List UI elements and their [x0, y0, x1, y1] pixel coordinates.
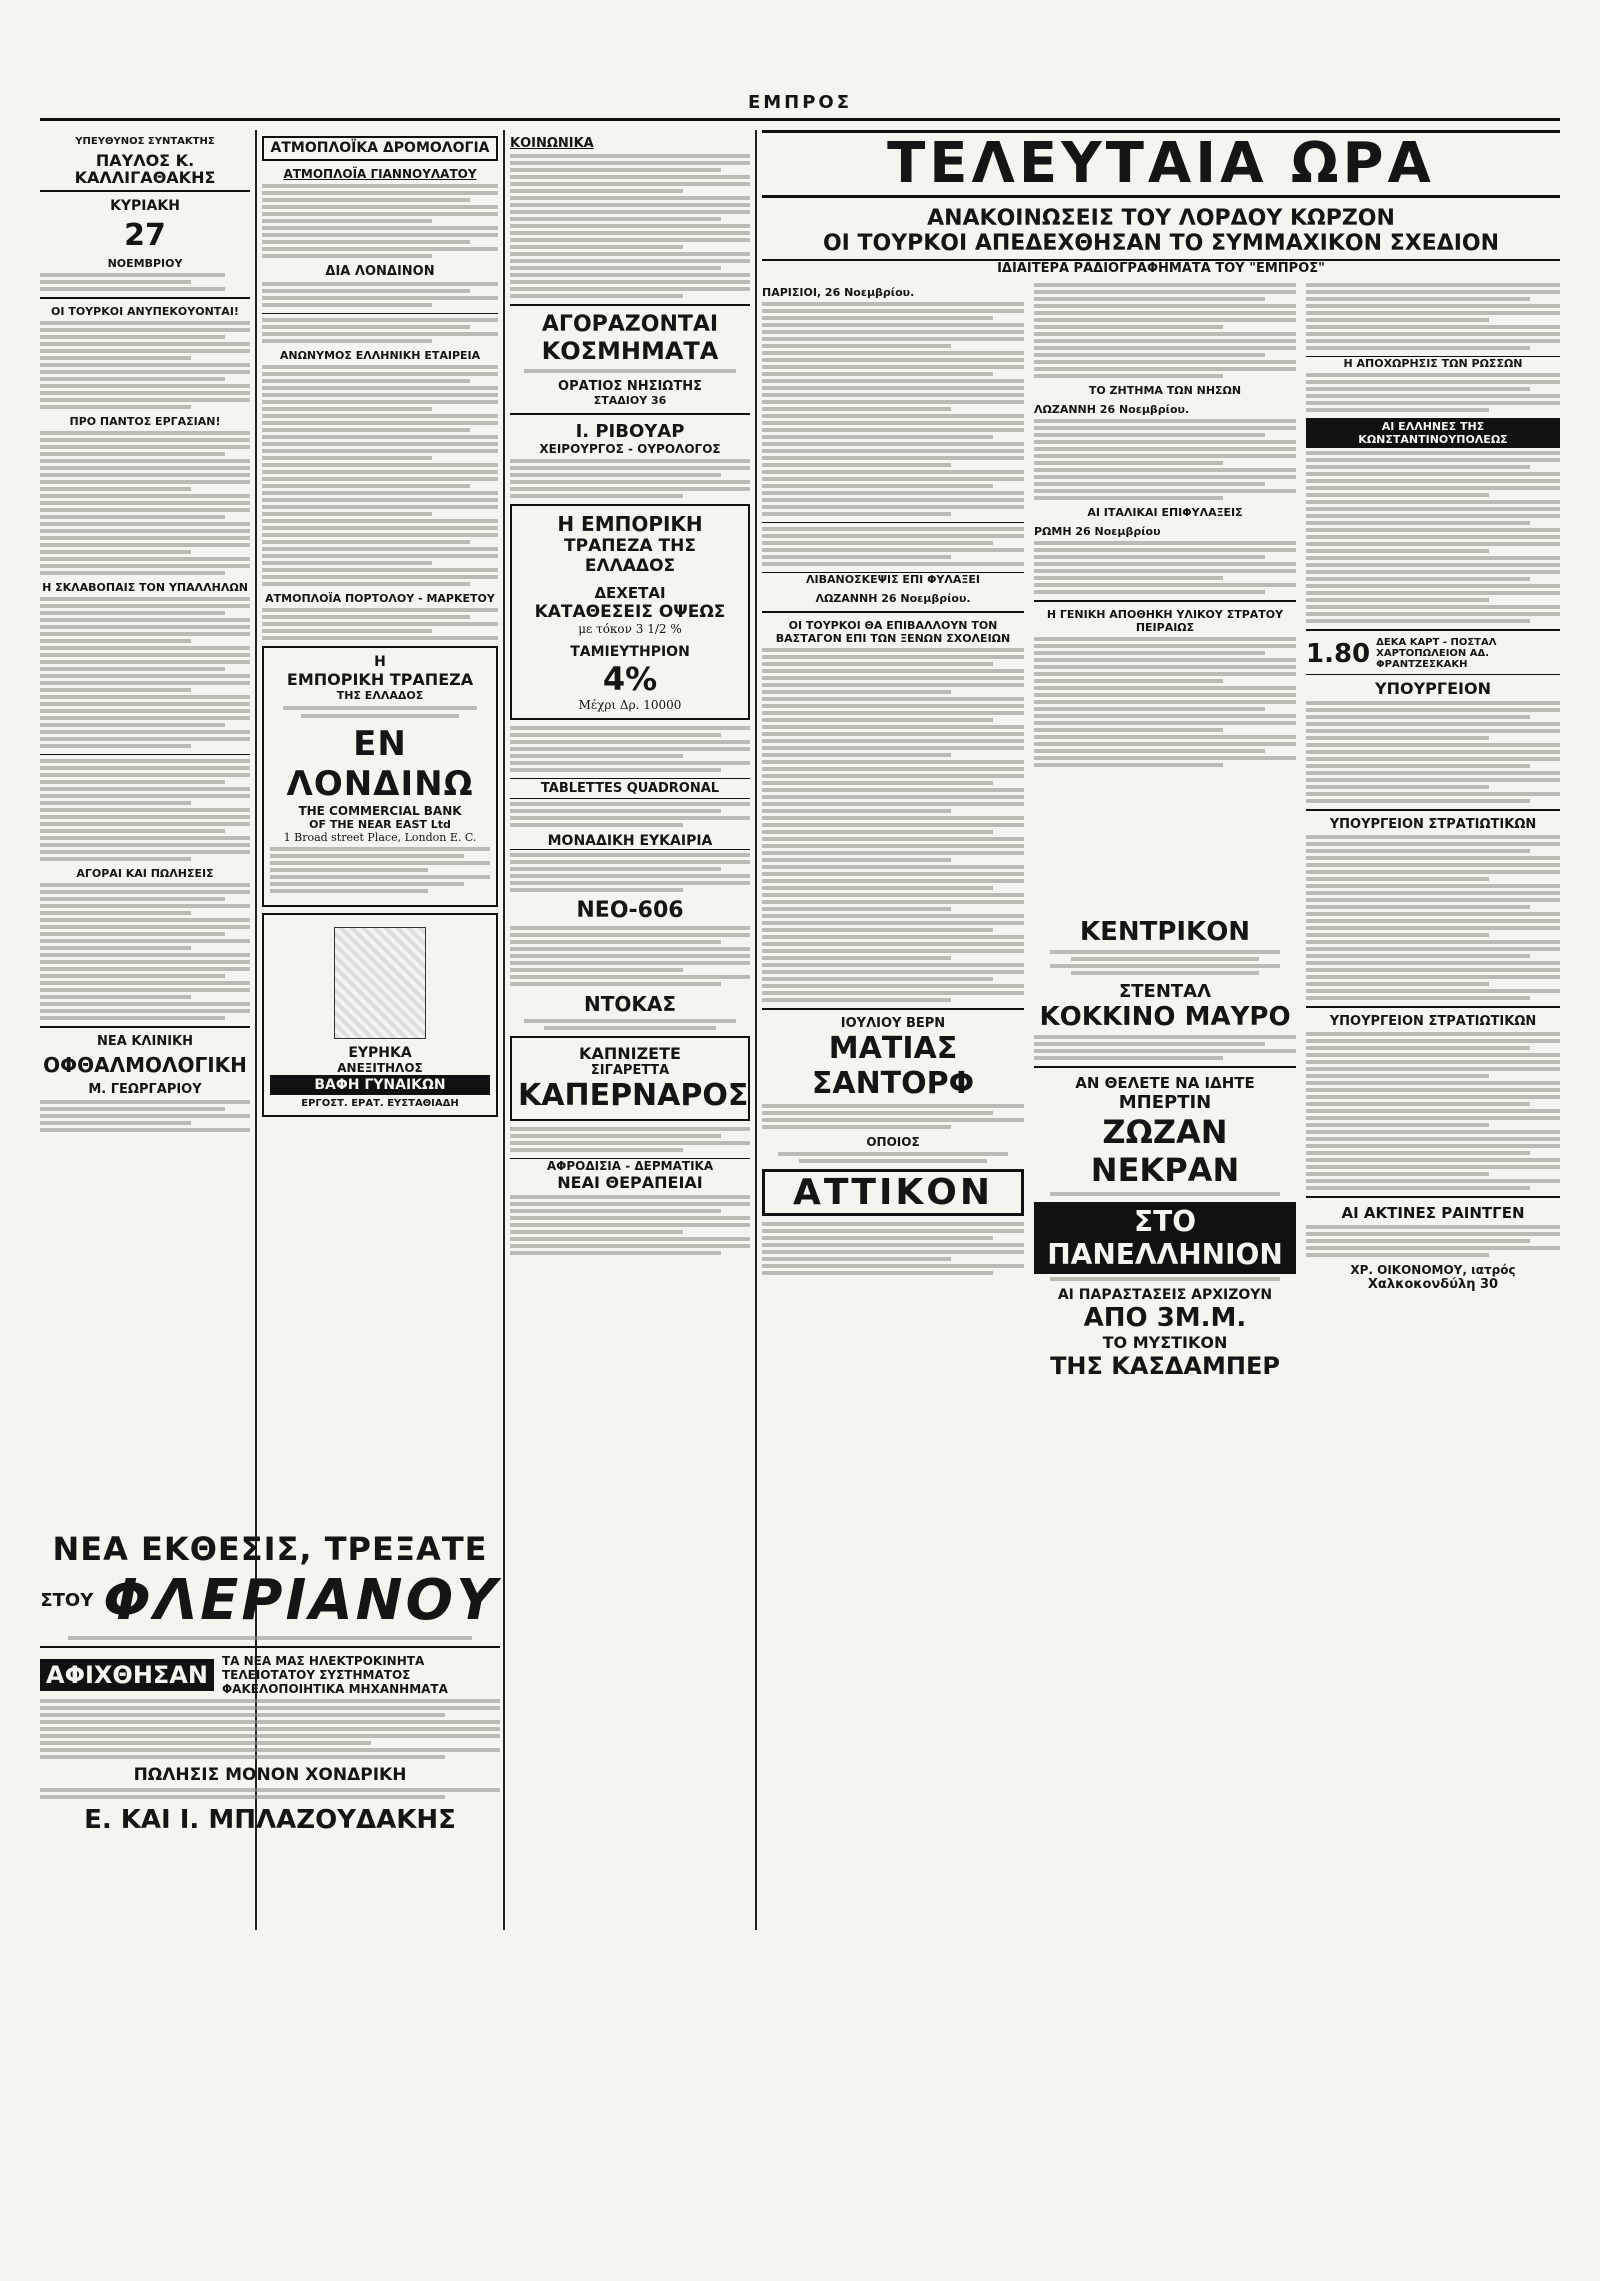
postcard-price: 1.80	[1306, 638, 1371, 669]
section-heading: ΟΙ ΤΟΥΡΚΟΙ ΑΝΥΠΕΚΟΥΟΝΤΑΙ!	[51, 305, 239, 319]
bank-deposit-rate: με τόκον 3 1/2 %	[578, 622, 682, 636]
flerianou-ad-name: ΦΛΕΡΙΑΝΟΥ	[103, 1568, 500, 1633]
play-author: ΙΟΥΛΙΟΥ ΒΕΡΝ	[840, 1016, 946, 1031]
masthead-rule	[40, 118, 1560, 121]
jewelry-ad-name: ΟΡΑΤΙΟΣ ΝΗΣΙΩΤΗΣ	[558, 379, 702, 394]
column-2	[262, 130, 498, 1520]
dateline: ΠΑΡΙΣΙΟΙ, 26 Νοεμβρίου.	[762, 286, 915, 299]
bank-ad-london	[262, 646, 498, 907]
section-heading: ΑΙ ΙΤΑΛΙΚΑΙ ΕΠΙΦΥΛΑΞΕΙΣ	[1087, 506, 1243, 519]
play-title: ΜΑΤΙΑΣ ΣΑΝΤΟΡΦ	[811, 1031, 975, 1101]
editor-role: ΥΠΕΥΘΥΝΟΣ ΣΥΝΤΑΚΤΗΣ	[75, 136, 215, 147]
clinic-ad-title: ΟΦΘΑΛΜΟΛΟΓΙΚΗ	[43, 1053, 247, 1078]
flerianou-ad-store	[40, 1568, 500, 1633]
flerianou-ad-prefix: ΣΤΟΥ	[40, 1590, 94, 1611]
section-heading: ΑΙ ΕΛΛΗΝΕΣ ΤΗΣ ΚΩΝΣΤΑΝΤΙΝΟΥΠΟΛΕΩΣ	[1306, 418, 1560, 448]
opportunity-ad: ΜΟΝΑΔΙΚΗ ΕΥΚΑΙΡΙΑ	[510, 833, 750, 850]
film-author: ΣΤΕΝΤΑΛ	[1118, 981, 1212, 1002]
bank-savings: ΤΑΜΙΕΥΤΗΡΙΟΝ	[570, 644, 690, 660]
section-title: ΚΟΙΝΩΝΙΚΑ	[510, 136, 594, 151]
bank-ad-country: ΤΗΣ ΕΛΛΑΔΟΣ	[336, 688, 424, 702]
eyrika-product: ΒΑΦΗ ΓΥΝΑΙΚΩΝ	[270, 1075, 490, 1095]
clinic-ad-line: ΝΕΑ ΚΛΙΝΙΚΗ	[97, 1034, 193, 1050]
column-1	[40, 130, 250, 1520]
postcard-text: ΔΕΚΑ ΚΑΡΤ - ΠΟΣΤΑΛ ΧΑΡΤΟΠΩΛΕΙΟΝ ΑΔ. ΦΡΑΝΤΖΕΣΚΑΚΗ	[1376, 637, 1497, 670]
headline-sub1: ΑΝΑΚΟΙΝΩΣΕΙΣ ΤΟΥ ΛΟΡΔΟΥ ΚΩΡΖΟΝ	[927, 205, 1395, 231]
section-heading: Η ΓΕΝΙΚΗ ΑΠΟΘΗΚΗ ΥΛΙΚΟΥ ΣΤΡΑΤΟΥ ΠΕΙΡΑΙΩΣ	[1046, 608, 1284, 634]
section-subtitle: ΑΝΩΝΥΜΟΣ ΕΛΛΗΝΙΚΗ ΕΤΑΙΡΕΙΑ	[279, 348, 481, 362]
bank-deposit-type: ΚΑΤΑΘΕΣΕΙΣ ΟΨΕΩΣ	[534, 602, 726, 622]
eyrika-subtitle: ΑΝΕΞΙΤΗΛΟΣ	[337, 1060, 423, 1075]
section-heading: Η ΣΚΛΑΒΟΠΑΙΣ ΤΟΝ ΥΠΑΛΛΗΛΩΝ	[42, 581, 248, 595]
ntokas-ad: ΝΤΟΚΑΣ	[583, 992, 677, 1016]
section-subtitle: ΑΤΜΟΠΛΟΪΑ ΠΟΡΤΟΛΟΥ - ΜΑΡΚΕΤΟΥ	[265, 591, 495, 605]
issue-date: 27	[124, 217, 166, 253]
kentrikon-cinema: ΚΕΝΤΡΙΚΟΝ	[1079, 917, 1251, 947]
bank-ad-line: Η	[374, 653, 386, 670]
column-rule	[503, 130, 505, 1930]
bank-savings-rate: 4%	[602, 660, 658, 698]
jewelry-ad-item: ΚΟΣΜΗΜΑΤΑ	[541, 337, 719, 365]
column-rule	[755, 130, 757, 1930]
cigarette-ad-call: ΚΑΠΝΙΖΕΤΕ	[579, 1044, 681, 1063]
company-name: Ε. ΚΑΙ Ι. ΜΠΛΑΖΟΥΔΑΚΗΣ	[84, 1805, 456, 1835]
section-title: ΑΤΜΟΠΛΟΪΚΑ ΔΡΟΜΟΛΟΓΙΑ	[262, 136, 498, 161]
tablets-ad: TABLETTES QUADRONAL	[510, 778, 750, 799]
xray-ad-address: Χαλκοκονδύλη 30	[1367, 1277, 1499, 1292]
flerianou-ad	[40, 1530, 500, 1835]
doctor-ad-name: Ι. ΡΙΒΟΥΑΡ	[575, 421, 685, 442]
ministry-title: ΥΠΟΥΡΓΕΙΟΝ ΣΤΡΑΤΙΩΤΙΚΩΝ	[1329, 817, 1537, 832]
column-3	[510, 130, 750, 1920]
wholesale-only: ΠΩΛΗΣΙΣ ΜΟΝΟΝ ΧΟΝΔΡΙΚΗ	[133, 1765, 407, 1785]
film-ad-star: ΖΩΖΑΝ ΝΕΚΡΑΝ	[1090, 1113, 1240, 1189]
section-heading: ΛΙΒΑΝΟΣΚΕΨΙΣ ΕΠΙ ΦΥΛΑΞΕΙ	[762, 572, 1024, 586]
cigarette-ad-word: ΣΙΓΑΡΕΤΤΑ	[590, 1063, 670, 1078]
headline: ΤΕΛΕΥΤΑΙΑ ΩΡΑ	[762, 130, 1560, 198]
section-subtitle: ΑΤΜΟΠΛΟΪΑ ΓΙΑΝΝΟΥΛΑΤΟΥ	[283, 166, 477, 181]
bank-deposit-ad	[510, 504, 750, 720]
bottle-illustration	[334, 927, 426, 1039]
eyrika-maker: ΕΡΓΟΣΤ. ΕΡΑΤ. ΕΥΣΤΑΘΙΑΔΗ	[301, 1097, 459, 1109]
flerianou-ad-title: ΝΕΑ ΕΚΘΕΣΙΣ, ΤΡΕΞΑΤΕ	[52, 1530, 488, 1568]
film-ad-call: ΑΝ ΘΕΛΕΤΕ ΝΑ ΙΔΗΤΕ	[1075, 1074, 1255, 1092]
performances-start: ΑΙ ΠΑΡΑΣΤΑΣΕΙΣ ΑΡΧΙΖΟΥΝ	[1057, 1287, 1273, 1303]
bank-ad-address: 1 Broad street Place, London E. C.	[283, 830, 477, 844]
latest-col-b	[1034, 280, 1296, 1380]
postcard-ad	[1306, 637, 1560, 670]
cigarette-ad	[510, 1036, 750, 1121]
latest-col-a	[762, 280, 1024, 1281]
editor-name: ΠΑΥΛΟΣ Κ. ΚΑΛΛΙΓΑΘΑΚΗΣ	[40, 153, 250, 192]
jewelry-ad-title: ΑΓΟΡΑΖΟΝΤΑΙ	[541, 312, 719, 337]
eyrika-ad	[262, 913, 498, 1117]
section-heading: ΠΡΟ ΠΑΝΤΟΣ ΕΡΓΑΣΙΑΝ!	[69, 415, 221, 429]
dateline: ΛΩΖΑΝΝΗ 26 Νοεμβρίου.	[815, 592, 971, 605]
medical-ad-subtitle: ΝΕΑΙ ΘΕΡΑΠΕΙΑΙ	[557, 1173, 703, 1192]
panellinion-cinema: ΣΤΟ ΠΑΝΕΛΛΗΝΙΟΝ	[1034, 1202, 1296, 1274]
cigarette-ad-brand: ΚΑΠΕΡΝΑΡΟΣ	[518, 1078, 749, 1113]
section-heading: ΑΓΟΡΑΙ ΚΑΙ ΠΩΛΗΣΕΙΣ	[76, 867, 214, 881]
section-subtitle: ΔΙΑ ΛΟΝΔΙΝΟΝ	[325, 263, 435, 279]
neo-606-ad: ΝΕΟ-606	[576, 898, 684, 923]
issue-day: ΚΥΡΙΑΚΗ	[110, 197, 180, 214]
opoios-heading: ΟΠΟΙΟΣ	[866, 1135, 920, 1149]
envelope-ad-arrived: ΑΦΙΧΘΗΣΑΝ	[40, 1659, 214, 1691]
latest-hour-section	[762, 130, 1560, 1920]
bank-deposit-line2: ΤΡΑΠΕΖΑ ΤΗΣ ΕΛΛΑΔΟΣ	[564, 536, 696, 576]
bank-deposit-accepts: ΔΕΧΕΤΑΙ	[594, 584, 666, 602]
latest-col-c	[1306, 280, 1560, 1292]
xray-ad-title: ΑΙ ΑΚΤΙΝΕΣ ΡΑΙΝΤΓΕΝ	[1341, 1204, 1525, 1222]
ministry-title: ΥΠΟΥΡΓΕΙΟΝ	[1375, 679, 1491, 698]
dateline: ΡΩΜΗ 26 Νοεμβρίου	[1034, 525, 1161, 538]
film-ad-star-first: ΜΠΕΡΤΙΝ	[1118, 1092, 1212, 1113]
section-heading: ΤΟ ΖΗΤΗΜΑ ΤΩΝ ΝΗΣΩΝ	[1088, 384, 1242, 397]
attikon-cinema: ΑΤΤΙΚΟΝ	[762, 1169, 1024, 1216]
medical-ad-title: ΑΦΡΟΔΙΣΙΑ - ΔΕΡΜΑΤΙΚΑ	[510, 1158, 750, 1173]
bank-ad-english-name: THE COMMERCIAL BANK	[298, 803, 462, 818]
section-heading: Η ΑΠΟΧΩΡΗΣΙΣ ΤΩΝ ΡΩΣΣΩΝ	[1306, 356, 1560, 370]
clinic-ad-doctor: Μ. ΓΕΩΡΓΑΡΙΟΥ	[88, 1082, 202, 1098]
bank-ad-english-line: OF THE NEAR EAST Ltd	[309, 817, 451, 831]
section-heading: ΟΙ ΤΟΥΡΚΟΙ ΘΑ ΕΠΙΒΑΛΛΟΥΝ ΤΟΝ ΒΑΣΤΑΓΟΝ ΕΠΙ ΤΩΝ ΞΕΝΩΝ ΣΧΟΛΕΙΩΝ	[775, 619, 1011, 645]
performances-time: ΑΠΟ 3Μ.Μ.	[1083, 1303, 1247, 1333]
envelope-machines-ad	[40, 1654, 500, 1696]
headline-sub3: ΙΔΙΑΙΤΕΡΑ ΡΑΔΙΟΓΡΑΦΗΜΑΤΑ ΤΟΥ "ΕΜΠΡΟΣ"	[997, 260, 1325, 276]
film-title: ΚΟΚΚΙΝΟ ΜΑΥΡΟ	[1039, 1002, 1291, 1032]
doctor-ad-specialty: ΧΕΙΡΟΥΡΓΟΣ - ΟΥΡΟΛΟΓΟΣ	[539, 442, 721, 456]
masthead: ΕΜΠΡΟΣ	[747, 92, 853, 113]
envelope-ad-text: ΤΑ ΝΕΑ ΜΑΣ ΗΛΕΚΤΡΟΚΙΝΗΤΑ ΤΕΛΕΙΟΤΑΤΟΥ ΣΥΣΤΗΜΑΤΟΣ ΦΑΚΕΛΟΠΟΙΗΤΙΚΑ ΜΗΧΑΝΗΜΑΤΑ	[221, 1654, 448, 1696]
film-title-2a: ΤΟ ΜΥΣΤΙΚΟΝ	[1102, 1333, 1228, 1352]
jewelry-ad-address: ΣΤΑΔΙΟΥ 36	[593, 394, 667, 407]
bank-ad-name: ΕΜΠΟΡΙΚΗ ΤΡΑΠΕΖΑ	[286, 669, 474, 689]
bank-deposit-line1: Η ΕΜΠΟΡΙΚΗ	[557, 512, 703, 536]
issue-month: ΝΟΕΜΒΡΙΟΥ	[107, 257, 183, 271]
film-title-2b: ΤΗΣ ΚΑΣΔΑΜΠΕΡ	[1050, 1352, 1280, 1380]
bank-savings-limit: Μέχρι Δρ. 10000	[578, 698, 682, 712]
ministry-title: ΥΠΟΥΡΓΕΙΟΝ ΣΤΡΑΤΙΩΤΙΚΩΝ	[1329, 1014, 1537, 1029]
xray-ad-doctor: ΧΡ. ΟΙΚΟΝΟΜΟΥ, ιατρός	[1350, 1263, 1516, 1277]
headline-sub2: ΟΙ ΤΟΥΡΚΟΙ ΑΠΕΔΕΧΘΗΣΑΝ ΤΟ ΣΥΜΜΑΧΙΚΟΝ ΣΧΕΔΙΟΝ	[762, 231, 1560, 261]
dateline: ΛΩΖΑΝΝΗ 26 Νοεμβρίου.	[1034, 403, 1190, 416]
bank-ad-city: ΕΝ ΛΟΝΔΙΝΩ	[286, 723, 474, 804]
eyrika-title: ΕΥΡΗΚΑ	[348, 1044, 412, 1061]
